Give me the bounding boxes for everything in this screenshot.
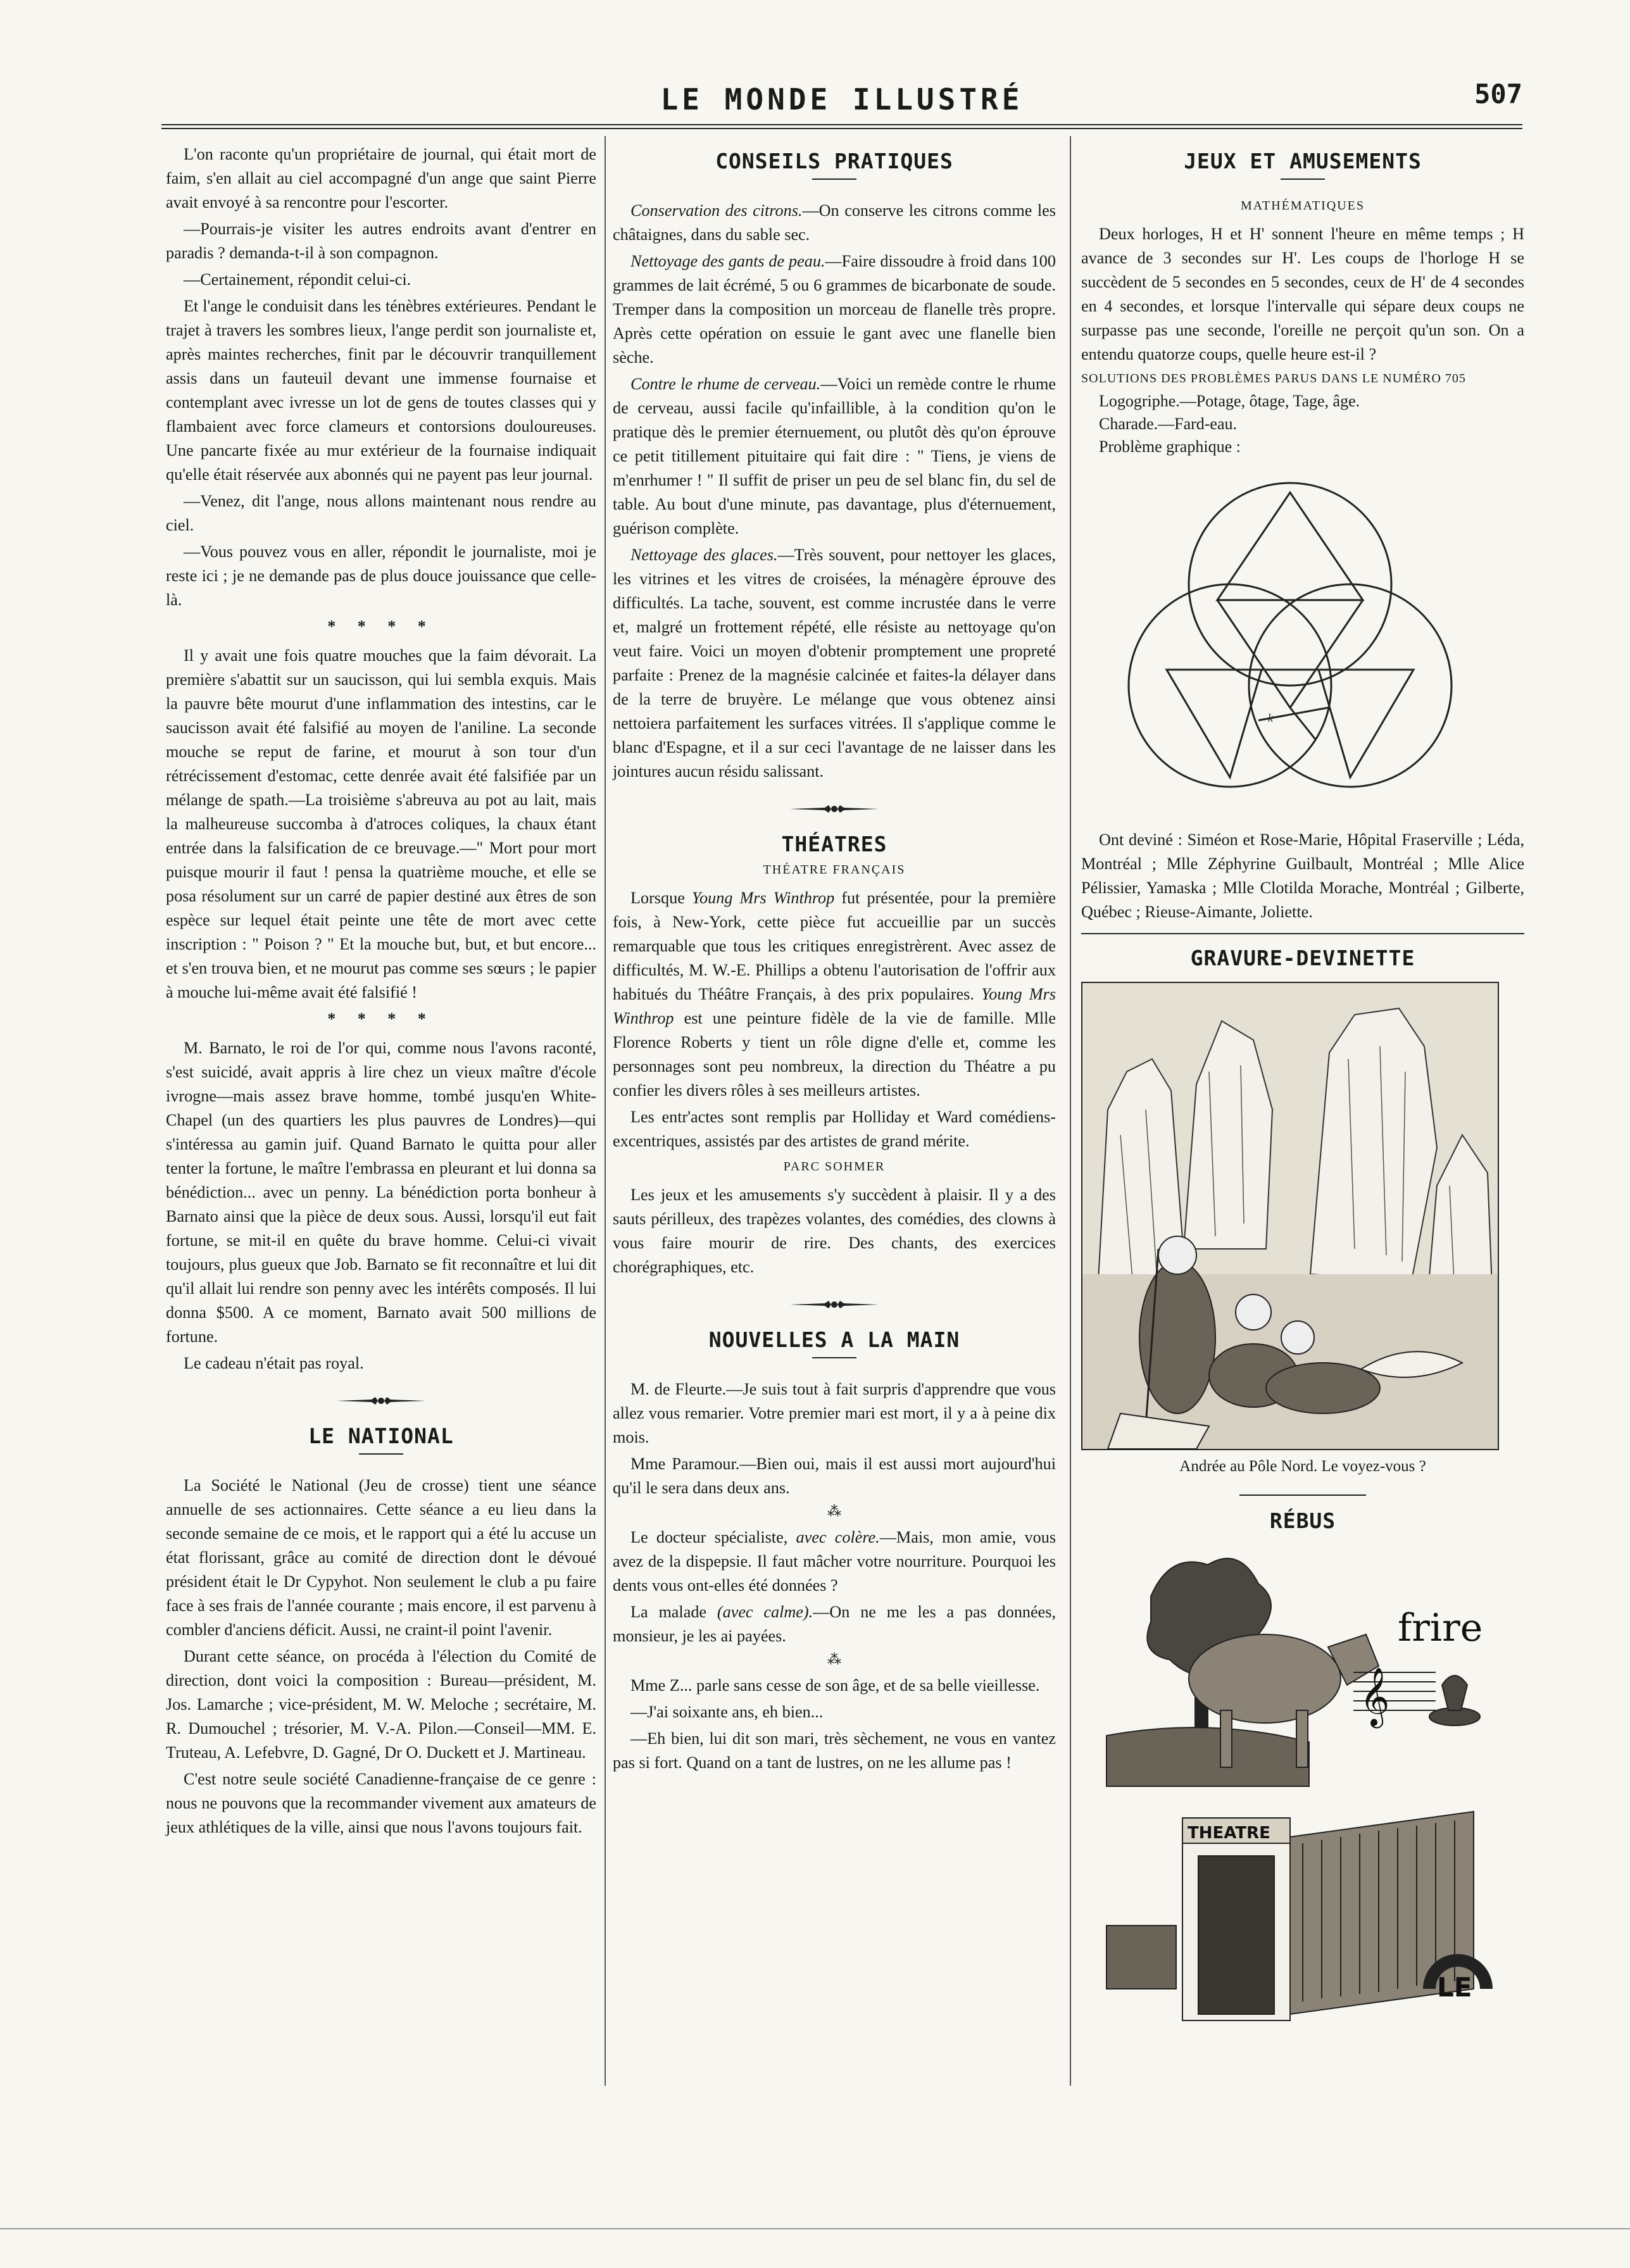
rebus-word: frire bbox=[1398, 1606, 1483, 1650]
section-title: JEUX ET AMUSEMENTS bbox=[1184, 149, 1422, 173]
anecdote-paragraph bbox=[613, 1600, 1056, 1648]
rebus-letters: LE bbox=[1437, 1972, 1472, 2003]
solutions-heading: SOLUTIONS DES PROBLÈMES PARUS DANS LE NUMÉRO 705 bbox=[1081, 372, 1466, 385]
column-right bbox=[1081, 142, 1524, 2039]
engraving-puzzle-image bbox=[1081, 982, 1499, 1450]
anecdote-paragraph bbox=[613, 1526, 1056, 1598]
svg-text:k: k bbox=[1268, 711, 1273, 724]
anecdote-paragraph: —Eh bien, lui dit son mari, très sèchement, ne vous en vantez pas si fort. Quand on a tant de lustres, on ne les allume pas ! bbox=[613, 1729, 1056, 1772]
engraving-caption: Andrée au Pôle Nord. Le voyez-vous ? bbox=[1179, 1458, 1426, 1475]
solution-line: Charade.—Fard-eau. bbox=[1099, 415, 1238, 433]
ornament-divider bbox=[613, 803, 1056, 815]
advice-text: —Faire dissoudre à froid dans 100 grammes de lait écrémé, 5 ou 6 grammes de bicarbonate de soude. Tremper dans la composition un morceau de flanelle très propre. Après cette opération on essuie le gant avec une flanelle bien sèche. bbox=[613, 252, 1056, 367]
title-rule bbox=[812, 179, 856, 180]
story-paragraph: —Pourrais-je visiter les autres endroits avant d'entrer en paradis ? demanda-t-il à son compagnon. bbox=[166, 220, 596, 262]
column-divider bbox=[605, 136, 606, 2086]
page-number: 507 bbox=[1474, 78, 1522, 110]
advice-paragraph bbox=[613, 543, 1056, 784]
theatre-paragraph bbox=[613, 886, 1056, 1103]
theatre-paragraph: Les jeux et les amusements s'y succèdent à plaisir. Il y a des sauts périlleux, des trapèzes volantes, des comédies, des clowns à vous faire mourir de rire. Des chants, des exercices chorégraphiques, etc. bbox=[613, 1186, 1056, 1276]
subsection-title: THÉATRE FRANÇAIS bbox=[763, 863, 906, 877]
text-run: —Mais, mon amie, vous avez de la dispepsie. Il faut mâcher votre nourriture. Pourquoi les dents vous ont-elles été données ? bbox=[613, 1528, 1056, 1594]
text-run: Lorsque bbox=[630, 889, 692, 907]
national-paragraph: C'est notre seule société Canadienne-française de ce genre : nous ne pouvons que la recommander vivement aux amateurs de jeux athlétiques de la ville, ainsi que nous l'avons toujours fait. bbox=[166, 1770, 596, 1836]
advice-paragraph bbox=[613, 199, 1056, 247]
story-paragraph: Et l'ange le conduisit dans les ténèbres extérieures. Pendant le trajet à travers les sombres lieux, l'ange perdit son journaliste et, après maintes recherches, finit par le découvrir tranquillement assis dans un fauteuil devant une immense fournaise et contemplant avec ivresse un lot de gens de toutes classes qui y flambaient avec force clameurs et contorsions douloureuses. Une pancarte fixée au mur extérieur de la fournaise indiquait qu'elle était réservée aux abonnés qui ne payent pas leur journal. bbox=[166, 297, 596, 484]
graphic-problem-figure bbox=[1107, 467, 1474, 822]
page-bottom-rule bbox=[0, 2228, 1630, 2229]
stage-direction: avec colère. bbox=[796, 1528, 880, 1546]
header-rule bbox=[161, 124, 1522, 129]
ornament-divider bbox=[613, 1298, 1056, 1311]
advice-text: —On conserve les citrons comme les châtaignes, dans du sable sec. bbox=[613, 201, 1056, 244]
national-paragraph: La Société le National (Jeu de crosse) tient une séance annuelle de ses actionnaires. Cette séance a eu lieu dans la seconde semaine de ce mois, et le rapport qui a été lu accuse un état florissant, grâce au comité de direction dont le dévoué président était le Dr Cypyhot. Non seulement le club a pu faire face à ses frais de l'année courante ; mais encore, il est parvenu à combler d'anciens déficit. Aussi, ne craint-il point l'avenir. bbox=[166, 1476, 596, 1639]
text-run: La malade bbox=[630, 1603, 717, 1621]
story-paragraph: —Vous pouvez vous en aller, répondit le journaliste, moi je reste ici ; je ne demande pas de plus douce jouissance que celle-là. bbox=[166, 542, 596, 609]
story-paragraph: —Certainement, répondit celui-ci. bbox=[184, 270, 411, 289]
advice-lead: Nettoyage des glaces. bbox=[630, 546, 778, 564]
theatre-paragraph: Les entr'actes sont remplis par Holliday et Ward comédiens-excentriques, assistés par des artistes de grand mérite. bbox=[613, 1108, 1056, 1150]
story-paragraph: Le cadeau n'était pas royal. bbox=[184, 1354, 364, 1372]
section-rule bbox=[1239, 1494, 1366, 1496]
svg-text:𝄞: 𝄞 bbox=[1360, 1667, 1390, 1726]
story-paragraph: M. Barnato, le roi de l'or qui, comme nous l'avons raconté, s'est suicidé, avait appris à lire chez un vieux maître d'école ivrogne—mais assez brave homme, tombé jusqu'en White-Chapel (un des quartiers les plus pauvres de Londres)—qui s'intéressa au gamin juif. Quand Barnato le quitta pour aller tenter la fortune, le maître l'embrassa en pleurant et lui donna sa bénédiction... avec un penny. La bénédiction porta bonheur à Barnato ainsi que la pièce de deux sous. Aussi, lorsqu'il eut fait fortune, se mit-il en quête du brave homme. Celui-ci vivait toujours, plus gueux que Job. Barnato se fit reconnaître et lui dit qu'il allait lui rendre son penny avec les intérêts composés. Il lui donna $500. A ce moment, Barnato avait 500 millions de fortune. bbox=[166, 1039, 596, 1346]
puzzle-paragraph: Deux horloges, H et H' sonnent l'heure en même temps ; H avance de 3 secondes sur H'. Les coups de l'horloge H se succèdent de 5 secondes en 5 secondes, ceux de H' de 4 secondes en 4 secondes, et lorsque l'intervalle qui sépare deux coups ne surpasse pas une seconde, l'oreille ne perçoit qu'un son. On a entendu quatorze coups, quelle heure est-il ? bbox=[1081, 225, 1524, 363]
three-circles-diagram bbox=[1107, 467, 1474, 822]
star-separator: * * * * bbox=[327, 617, 435, 636]
advice-text: —Voici un remède contre le rhume de cerveau, aussi facile qu'infaillible, à la condition qu'on le pratique dès le premier éternuement, ou plutôt dès qu'on éprouve ce petit titillement pituitaire qui fait dire : " Tiens, je viens de m'enrhumer ! " Il suffit de priser un peu de sel blanc fin, du sel de table. Au bout d'une minute, pas davantage, plus d'éternuement, guérison complète. bbox=[613, 375, 1056, 537]
ornament-divider bbox=[166, 1394, 596, 1407]
solution-line: Problème graphique : bbox=[1099, 437, 1241, 456]
section-title: THÉATRES bbox=[781, 832, 887, 856]
section-title: CONSEILS PRATIQUES bbox=[715, 149, 953, 173]
text-run: est une peinture fidèle de la vie de famille. Mlle Florence Roberts y tient un rôle digne d'elle et, comme les personnages sont peu nombreux, la direction du Théatre a pu confier les divers rôles à ses meilleurs artistes. bbox=[613, 1009, 1056, 1100]
arctic-scene-illustration bbox=[1082, 983, 1498, 1449]
story-paragraph: Il y avait une fois quatre mouches que la faim dévorait. La première s'abattit sur un saucisson, qui lui sembla exquis. Mais la pauvre bête mourut d'une inflammation des intestins, car le saucisson avait été falsifié au moyen de l'aniline. La seconde mouche se reput de farine, et mourut à son tour d'un rétrécissement d'estomac, cette denrée avait été falsifiée par un mélange de spath.—La troisième s'abreuva au pot au lait, mais la malheureuse succomba à d'atroces coliques, la chaux étant entrée dans la falsification de ce breuvage.—" Mort pour mort puisque mourir il faut ! pensa la quatrième mouche, et elle se posa résolument sur un carré de papier destiné aux êtres de son espèce sur lequel était peinte une tête de mort avec cette inscription : " Poison ? " Et la mouche but, but, et but encore... et s'en trouva bien, et ne mourut pas comme ses sœurs ; le papier à mouche lui-même avait été falsifié ! bbox=[166, 646, 596, 1001]
journal-title: LE MONDE ILLUSTRÉ bbox=[660, 82, 1024, 116]
rebus-illustration bbox=[1081, 1546, 1499, 2039]
ornament-icon bbox=[334, 1394, 429, 1407]
column-divider bbox=[1070, 136, 1071, 2086]
section-rule bbox=[1081, 933, 1524, 934]
text-run: —On ne me les a pas données, monsieur, je les ai payées. bbox=[613, 1603, 1056, 1645]
asterism-separator: ⁂ bbox=[827, 1651, 841, 1667]
text-run: fut présentée, pour la première fois, à New-York, cette pièce fut accueillie par un succès remarquable que tous les critiques enregistrèrent. Avec assez de difficultés, M. W.-E. Phillips a obtenu l'autorisation de l'offrir aux habitués du Théâtre Français, à des prix populaires. bbox=[613, 889, 1056, 1003]
section-title: LE NATIONAL bbox=[308, 1424, 454, 1448]
theatre-sign: THEATRE bbox=[1188, 1824, 1270, 1843]
subsection-title: PARC SOHMER bbox=[783, 1160, 886, 1174]
rebus-puzzle bbox=[1081, 1546, 1499, 2039]
anecdote-paragraph: —J'ai soixante ans, eh bien... bbox=[630, 1703, 824, 1721]
advice-paragraph bbox=[613, 249, 1056, 370]
subsection-title: MATHÉMATIQUES bbox=[1241, 199, 1365, 213]
advice-text: —Très souvent, pour nettoyer les glaces, les vitrines et les vitres de croisées, la ménagère éprouve des difficultés. La tache, souvent, est comme incrustée dans le verre et, malgré un frottement répété, elle résiste au nettoyage qu'on veut faire. Voici un moyen d'obtenir promptement une propreté parfaite : Prenez de la magnésie calcinée et faites-la délayer dans de la terre de bruyère. Le mélange que vous obtenez ainsi nettoiera parfaitement les surfaces vitrées. Il s'applique comme le blanc d'Espagne, et il a sur ceci l'avantage de ne laisser dans les jointures aucun résidu salissant. bbox=[613, 546, 1056, 780]
advice-lead: Nettoyage des gants de peau. bbox=[630, 252, 825, 270]
ornament-icon bbox=[787, 1298, 882, 1311]
text-run: Le docteur spécialiste, bbox=[630, 1528, 796, 1546]
national-paragraph: Durant cette séance, on procéda à l'élection du Comité de direction, dont voici la composition : Bureau—président, M. Jos. Lamarche ; vice-président, M. W. Meloche ; secrétaire, M. R. Dumouchel ; trésorier, M. V.-A. Pilon.—Conseil—MM. E. Truteau, A. Lefebvre, D. Gagné, Dr O. Duckett et J. Martineau. bbox=[166, 1647, 596, 1762]
section-title: NOUVELLES A LA MAIN bbox=[708, 1327, 960, 1352]
play-title: Young Mrs Winthrop bbox=[613, 985, 1056, 1027]
play-title: Young Mrs Winthrop bbox=[691, 889, 835, 907]
title-rule bbox=[359, 1453, 403, 1455]
solvers-paragraph: Ont deviné : Siméon et Rose-Marie, Hôpital Fraserville ; Léda, Montréal ; Mlle Zéphyrine Guilbault, Montréal ; Mlle Alice Pélissier, Yamaska ; Mlle Clotilda Morache, Montréal ; Gilberte, Québec ; Rieuse-Aimante, Joliette. bbox=[1081, 830, 1524, 921]
ornament-icon bbox=[787, 803, 882, 815]
advice-lead: Conservation des citrons. bbox=[630, 201, 803, 220]
solution-line: Logogriphe.—Potage, ôtage, Tage, âge. bbox=[1099, 392, 1360, 410]
title-rule bbox=[812, 1357, 856, 1358]
column-left bbox=[166, 142, 596, 1842]
stage-direction: (avec calme). bbox=[717, 1603, 813, 1621]
anecdote-paragraph: M. de Fleurte.—Je suis tout à fait surpris d'apprendre que vous allez vous remarier. Votre premier mari est mort, il y a à peine dix mois. bbox=[613, 1380, 1056, 1446]
star-separator: * * * * bbox=[327, 1010, 435, 1028]
anecdote-paragraph: Mme Z... parle sans cesse de son âge, et de sa belle vieillesse. bbox=[630, 1676, 1040, 1695]
section-title: GRAVURE-DEVINETTE bbox=[1190, 946, 1415, 970]
story-paragraph: L'on raconte qu'un propriétaire de journal, qui était mort de faim, s'en allait au ciel accompagné d'un ange que saint Pierre avait envoyé à sa rencontre pour l'escorter. bbox=[166, 145, 596, 211]
column-middle bbox=[613, 142, 1056, 1777]
title-rule bbox=[1281, 179, 1325, 180]
section-title: RÉBUS bbox=[1269, 1508, 1336, 1533]
anecdote-paragraph: Mme Paramour.—Bien oui, mais il est aussi mort aujourd'hui qu'il le sera dans deux ans. bbox=[613, 1455, 1056, 1497]
asterism-separator: ⁂ bbox=[827, 1503, 841, 1519]
story-paragraph: —Venez, dit l'ange, nous allons maintenant nous rendre au ciel. bbox=[166, 492, 596, 534]
advice-paragraph bbox=[613, 372, 1056, 541]
advice-lead: Contre le rhume de cerveau. bbox=[630, 375, 821, 393]
